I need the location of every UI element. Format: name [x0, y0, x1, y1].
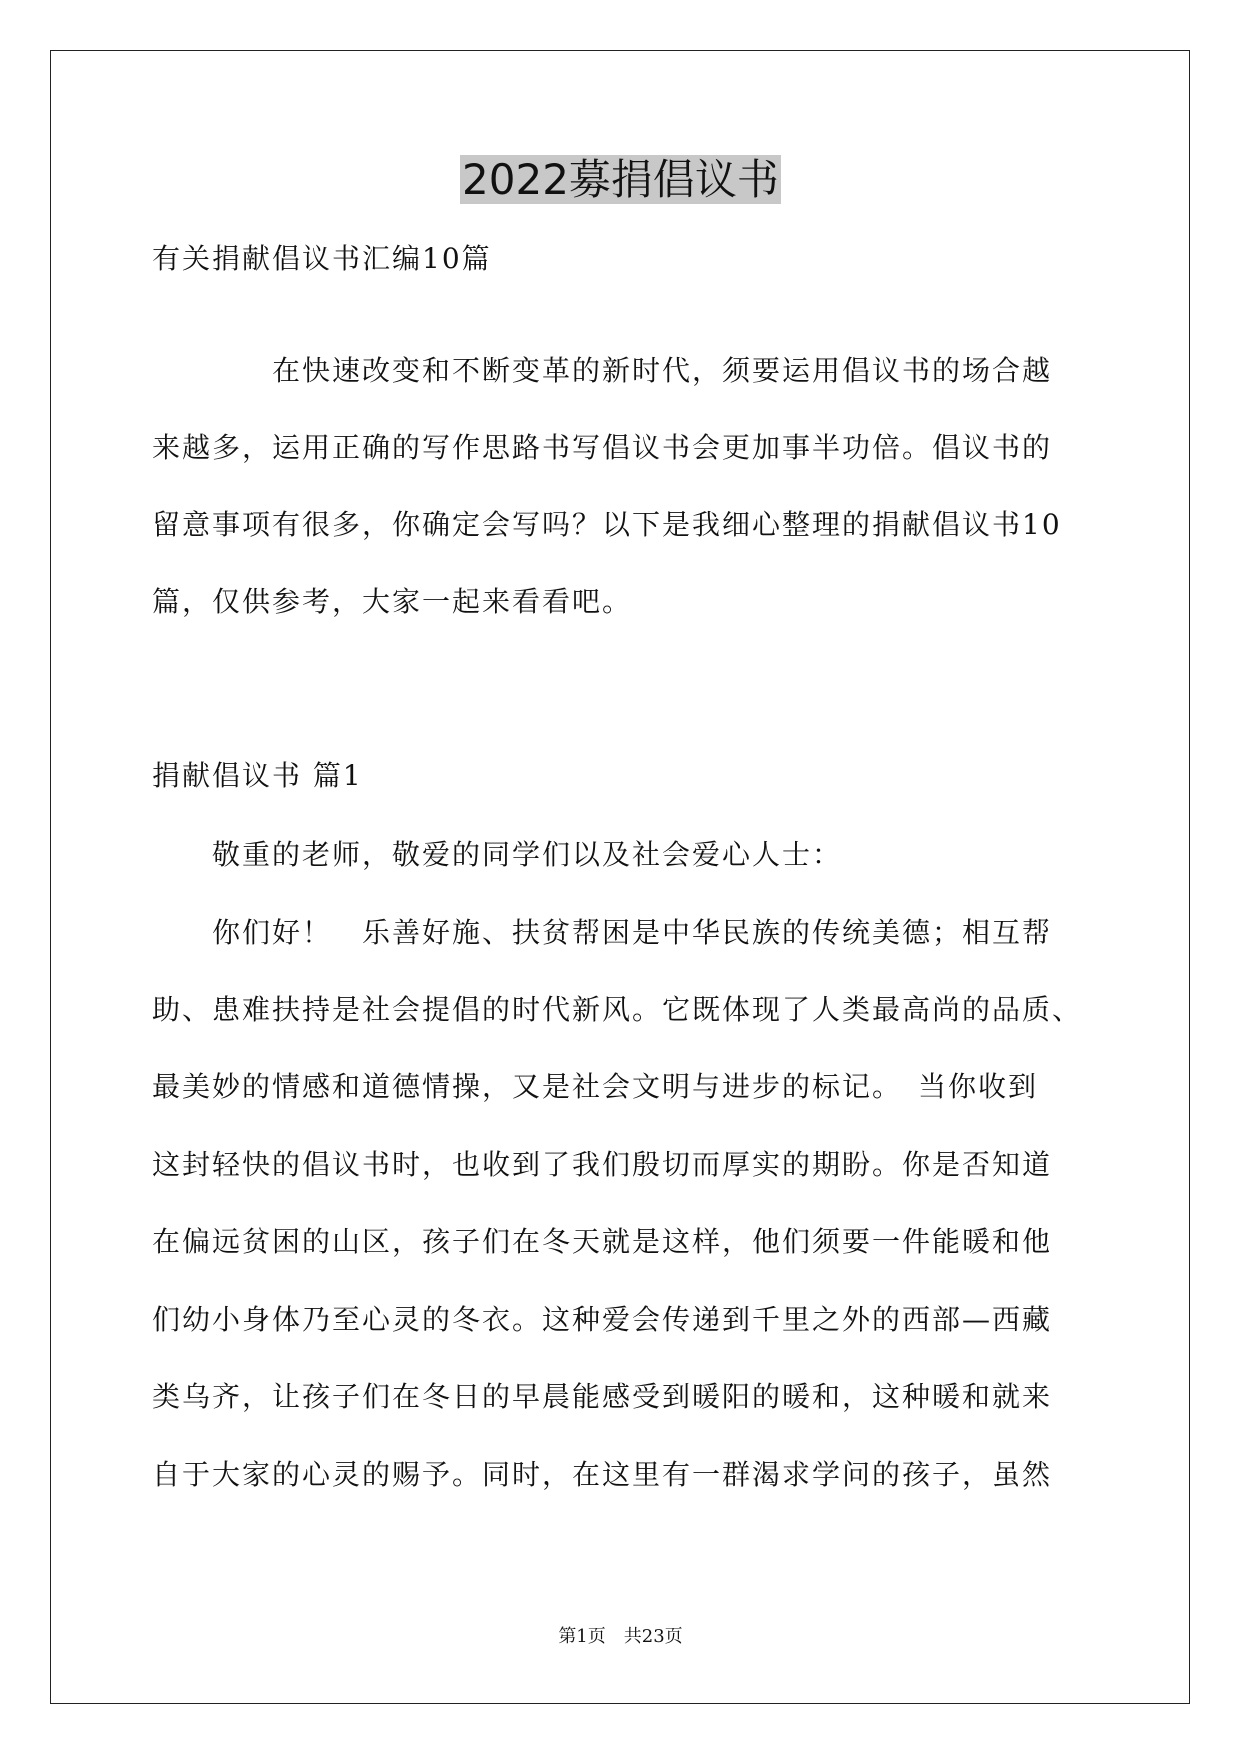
body-line: 在偏远贫困的山区，孩子们在冬天就是这样，他们须要一件能暖和他 [152, 1225, 1053, 1258]
body-line: 这封轻快的倡议书时，也收到了我们殷切而厚实的期盼。你是否知道 [152, 1148, 1053, 1181]
body-line: 助、患难扶持是社会提倡的时代新风。它既体现了人类最高尚的品质、 [152, 993, 1083, 1026]
document-subtitle: 有关捐献倡议书汇编10篇 [152, 242, 492, 275]
document-title [0, 150, 1241, 210]
body-line: 你们好！ 乐善好施、扶贫帮困是中华民族的传统美德；相互帮 [152, 916, 1053, 949]
document-title-text: 2022募捐倡议书 [462, 155, 779, 204]
body-line: 在快速改变和不断变革的新时代，须要运用倡议书的场合越 [152, 354, 1053, 387]
body-line: 类乌齐，让孩子们在冬日的早晨能感受到暖阳的暖和，这种暖和就来 [152, 1380, 1053, 1413]
body-line: 来越多，运用正确的写作思路书写倡议书会更加事半功倍。倡议书的 [152, 431, 1053, 464]
body-line: 最美妙的情感和道德情操，又是社会文明与进步的标记。 当你收到 [152, 1070, 1039, 1103]
body-line: 敬重的老师，敬爱的同学们以及社会爱心人士： [152, 838, 843, 871]
page-footer: 第1页 共23页 [558, 1626, 683, 1647]
body-line: 留意事项有很多，你确定会写吗？以下是我细心整理的捐献倡议书10 [152, 508, 1062, 541]
body-line: 篇，仅供参考，大家一起来看看吧。 [152, 585, 633, 618]
section-heading: 捐献倡议书 篇1 [152, 759, 363, 792]
body-line: 们幼小身体乃至心灵的冬衣。这种爱会传递到千里之外的西部—西藏 [152, 1303, 1053, 1336]
body-line: 自于大家的心灵的赐予。同时，在这里有一群渴求学问的孩子，虽然 [152, 1458, 1053, 1491]
